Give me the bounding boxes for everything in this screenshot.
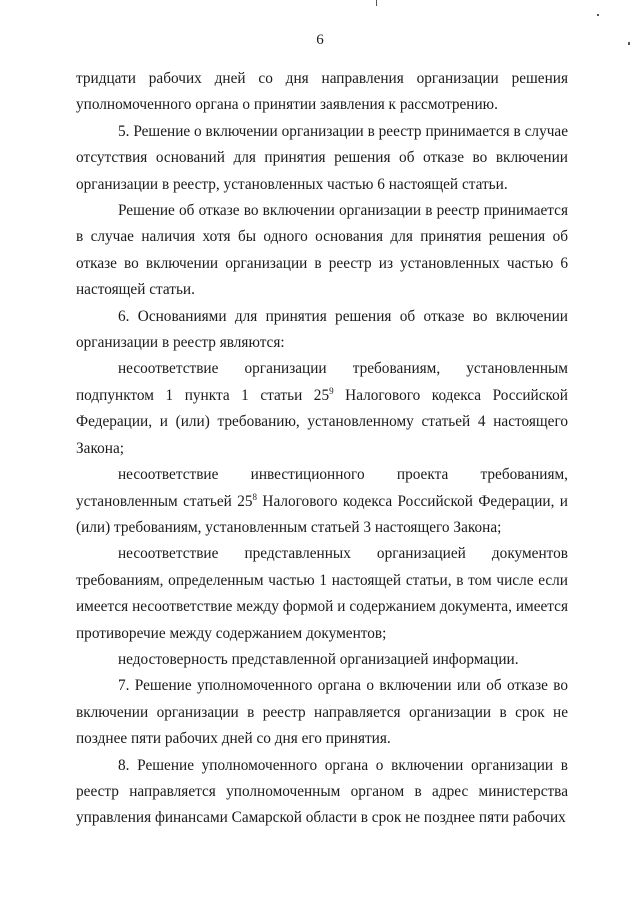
- paragraph-text: несоответствие представленных организацией документов требованиям, определенным частью 1 настоящей статьи, в том числе если имеется несоответствие между формой и содержанием документа, имеется противоречие между содержанием документов;: [76, 545, 568, 642]
- scan-artifact: [376, 0, 377, 6]
- list-item: [76, 647, 568, 673]
- paragraph: [76, 753, 568, 832]
- paragraph-text: 8. Решение уполномоченного органа о включении организации в реестр направляется уполномоченным органом в адрес министерства управления финансами Самарской области в срок не позднее пяти рабочих: [76, 756, 568, 827]
- paragraph: [76, 66, 568, 119]
- scan-artifact: [597, 14, 599, 16]
- list-item: [76, 356, 568, 462]
- paragraph: [76, 198, 568, 304]
- paragraph-text: Налогового кодекса Российской Федерации, и (или) требованию, установленному статьей 4 настоящего Закона;: [76, 386, 568, 457]
- paragraph-text: 7. Решение уполномоченного органа о включении или об отказе во включении организации в реестр направляется организации в срок не позднее пяти рабочих дней со дня его принятия.: [76, 677, 568, 748]
- paragraph: [76, 304, 568, 357]
- list-item: [76, 541, 568, 647]
- page-number: 6: [316, 32, 324, 48]
- paragraph-text: несоответствие инвестиционного проекта требованиям, установленным статьей 25: [76, 466, 568, 510]
- paragraph: [76, 673, 568, 752]
- scan-artifact: [628, 42, 630, 45]
- paragraph-text: 6. Основаниями для принятия решения об отказе во включении организации в реестр являются:: [76, 307, 568, 352]
- paragraph-text: 5. Решение о включении организации в реестр принимается в случае отсутствия оснований для принятия решения об отказе во включении организации в реестр, установленных частью 6 настоящей статьи.: [76, 122, 568, 193]
- paragraph-text: тридцати рабочих дней со дня направления организации решения уполномоченного органа о принятии заявления к рассмотрению.: [76, 70, 568, 114]
- list-item: [76, 462, 568, 541]
- superscript: 9: [329, 385, 334, 396]
- paragraph-text: недостоверность представленной организацией информации.: [118, 650, 519, 668]
- superscript: 8: [252, 491, 257, 502]
- paragraph: [76, 119, 568, 198]
- document-body: [76, 66, 568, 832]
- paragraph-text: несоответствие организации требованиям, установленным подпунктом 1 пункта 1 статьи 25: [76, 360, 568, 404]
- paragraph-text: Налогового кодекса Российской Федерации, и (или) требованиям, установленным статьей 3 настоящего Закона;: [76, 492, 568, 536]
- paragraph-text: Решение об отказе во включении организации в реестр принимается в случае наличия хотя бы одного основания для принятия решения об отказе во включении организации в реестр из установленных частью 6 настоящей статьи.: [76, 202, 568, 299]
